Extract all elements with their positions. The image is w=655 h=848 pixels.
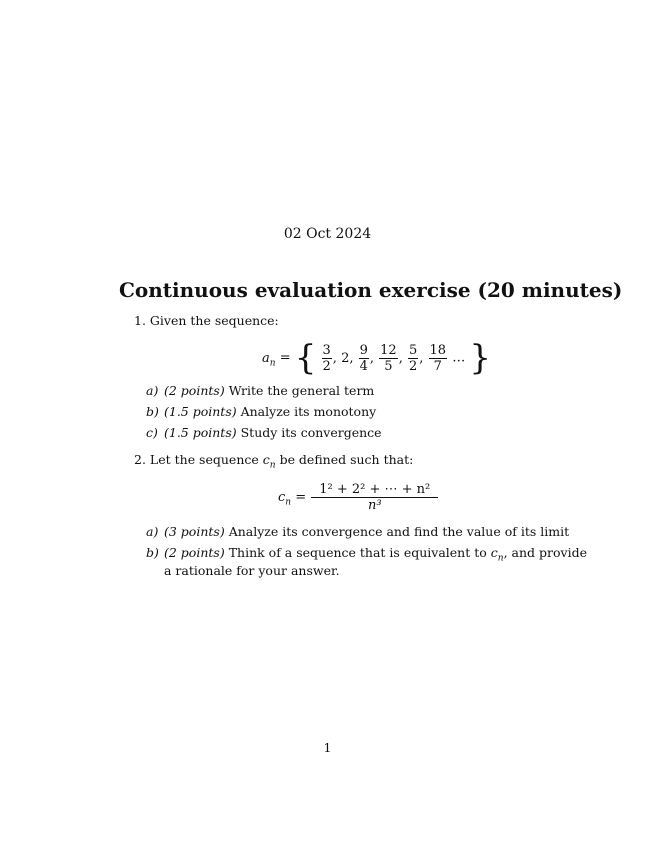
fraction-denominator: n³ [367, 498, 382, 513]
right-brace: } [469, 338, 491, 378]
left-brace: { [294, 338, 317, 378]
sequence-a-symbol: $a_n$ [262, 350, 276, 369]
document-title: Continuous evaluation exercise (20 minutes) [119, 278, 623, 302]
sequence-term: $\frac{3}{2}$ [322, 342, 331, 374]
sequence-c-fraction [311, 482, 438, 513]
sequence-term: $\frac{9}{4}$ [359, 342, 368, 374]
question-2-intro: 2. Let the sequence $c_n$ be defined such that: [134, 452, 414, 471]
question-1-part-b: b) (1.5 points) Analyze its monotony [146, 404, 377, 419]
question-2-part-a: a) (3 points) Analyze its convergence and find the value of its limit [146, 524, 570, 539]
question-1-part-c: c) (1.5 points) Study its convergence [146, 425, 382, 440]
sequence-c-equation: $c_n$ = $\frac{\text{1² + 2² + ⋯ + n²}}{\text{n³}}$ [278, 482, 439, 513]
sequence-term: $\frac{5}{2}$ [408, 342, 418, 374]
fraction-numerator: 1² + 2² + ⋯ + n² [311, 482, 438, 498]
sequence-term: 2 [341, 350, 350, 366]
sequence-terms: $\frac{3}{2}$ , 2, $\frac{9}{4}$ , $\frac{12}{5}$ , $\frac{5}{2}$ , $\frac{18}{7}$ [322, 342, 447, 374]
sequence-term: $\frac{12}{5}$ [380, 342, 397, 374]
question-2-number: 2. [134, 452, 146, 467]
question-1-number: 1. [134, 313, 146, 328]
page-number: 1 [323, 740, 332, 755]
question-2-part-b: b) (2 points) Think of a sequence that is equivalent to $c_n$, and provide [146, 545, 587, 564]
sequence-a-equation: $a_n$ = { $\frac{3}{2}$ , 2, $\frac{9}{4}$ , $\frac{12}{5}$ , $\frac{5}{2}$ , $\frac{18}{7}$ … } [262, 338, 491, 378]
sequence-c-symbol: $c_n$ [262, 452, 276, 471]
question-1-text: Given the sequence: [149, 313, 279, 328]
sequence-term: $\frac{18}{7}$ [429, 342, 447, 374]
document-date: 02 Oct 2024 [283, 226, 372, 242]
question-1-part-a: a) (2 points) Write the general term [146, 383, 375, 398]
question-2-part-b-line2: a rationale for your answer. [164, 563, 340, 578]
question-1-intro [134, 313, 279, 328]
ellipsis: … [452, 350, 466, 366]
